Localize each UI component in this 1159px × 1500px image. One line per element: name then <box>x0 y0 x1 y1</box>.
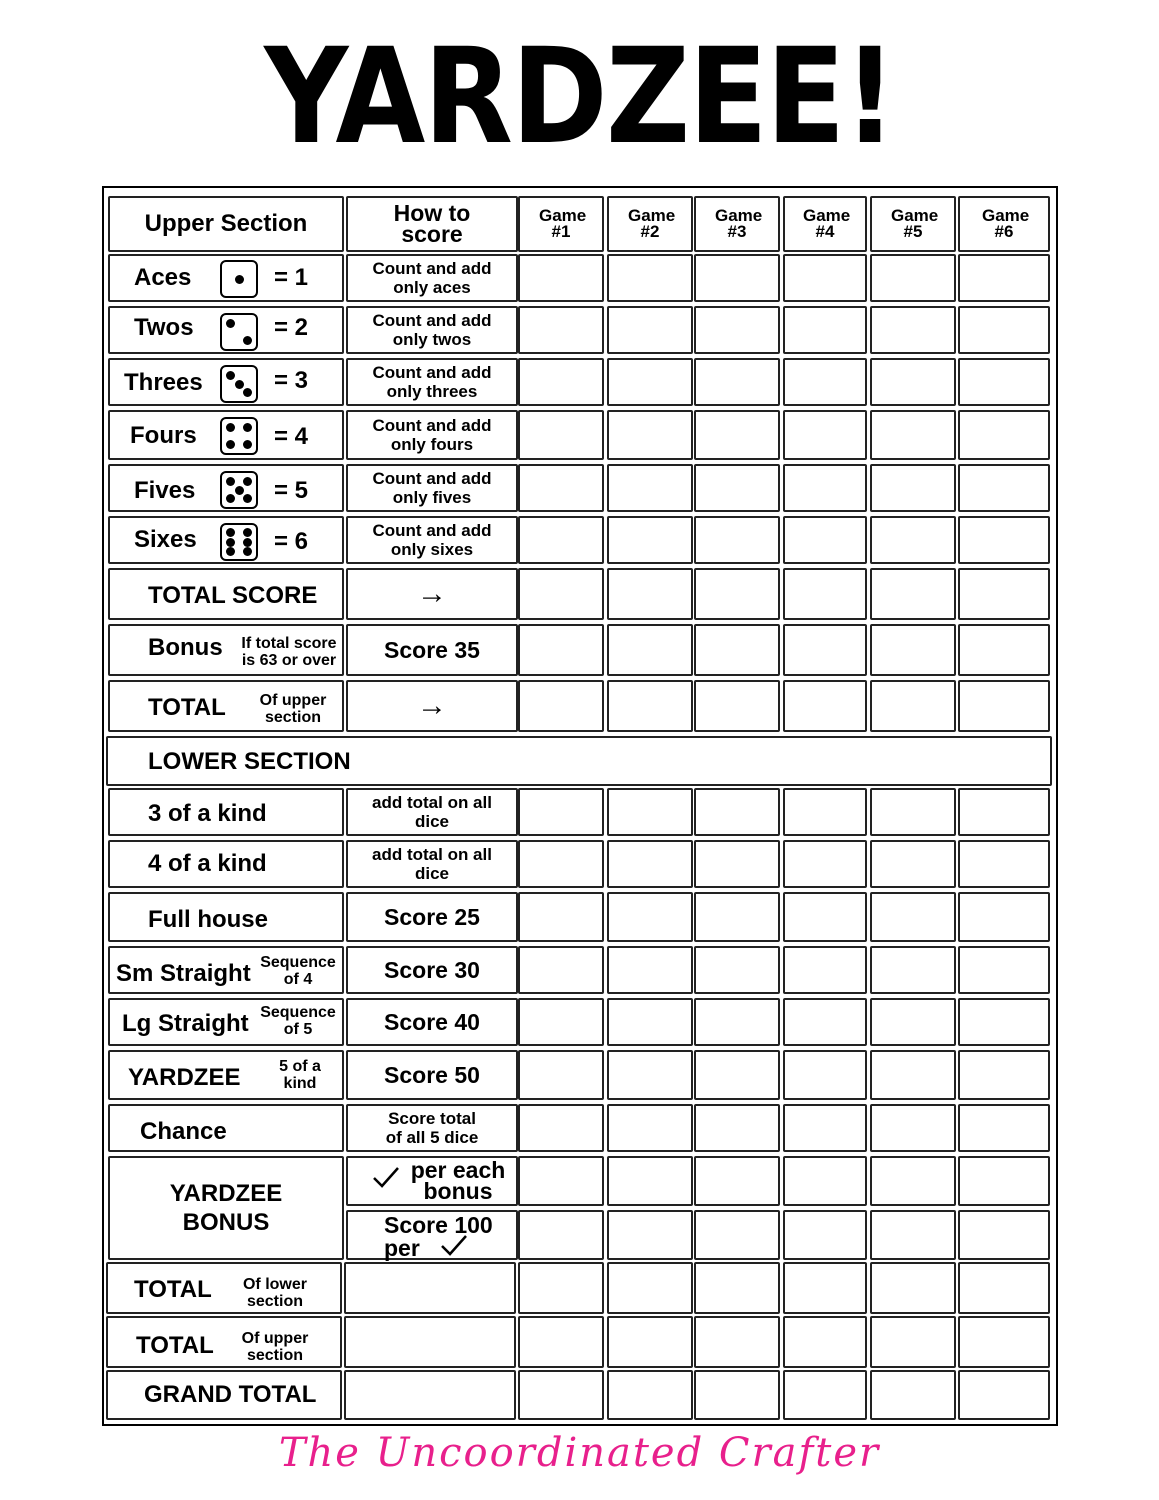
score-cell[interactable] <box>607 1316 693 1368</box>
score-cell[interactable] <box>518 1050 604 1100</box>
row-lower-total <box>106 1262 342 1314</box>
score-cell[interactable] <box>518 254 604 302</box>
score-cell[interactable] <box>870 1316 956 1368</box>
score-cell[interactable] <box>518 1370 604 1420</box>
footer-credit: The Uncoordinated Crafter <box>278 1430 881 1476</box>
how-lower-total <box>344 1262 516 1314</box>
score-cell[interactable] <box>958 840 1050 888</box>
game-header-4 <box>783 196 867 252</box>
score-cell[interactable] <box>958 358 1050 406</box>
score-cell[interactable] <box>870 464 956 512</box>
score-cell[interactable] <box>958 254 1050 302</box>
four-kind-label: 4 of a kind <box>148 850 267 877</box>
row-bonus <box>108 624 344 676</box>
game-header-label: Game #6 <box>982 206 1030 241</box>
sm-straight-label: Sm Straight <box>116 960 251 987</box>
how-bonus-text: Score 35 <box>384 636 480 663</box>
how-four-kind <box>346 840 518 888</box>
score-cell[interactable] <box>518 1156 604 1206</box>
row-aces <box>108 254 344 302</box>
how-yardzee-text: Score 50 <box>384 1061 480 1088</box>
aces-label: Aces <box>134 264 192 291</box>
lower-total-note: Of lower section <box>242 1276 307 1310</box>
score-cell[interactable] <box>783 254 867 302</box>
score-cell[interactable] <box>607 1262 693 1314</box>
three-kind-label: 3 of a kind <box>148 800 267 827</box>
how-to-score-label: How to score <box>393 200 471 247</box>
how-to-score-header <box>346 196 518 252</box>
sm-straight-note: Sequence of 4 <box>260 954 336 988</box>
score-cell[interactable] <box>958 680 1050 732</box>
score-cell[interactable] <box>958 892 1050 942</box>
how-upper-total <box>346 680 518 732</box>
score-cell[interactable] <box>783 1262 867 1314</box>
how-fours <box>346 410 518 460</box>
game-header-1 <box>518 196 604 252</box>
score-cell[interactable] <box>694 1050 780 1100</box>
how-threes <box>346 358 518 406</box>
how-sm-straight-text: Score 30 <box>384 956 480 983</box>
grand-total-label: GRAND TOTAL <box>144 1381 317 1408</box>
row-full-house <box>108 892 344 942</box>
row-chance <box>108 1104 344 1152</box>
score-cell[interactable] <box>958 568 1050 620</box>
score-cell[interactable] <box>870 892 956 942</box>
score-cell[interactable] <box>607 306 693 354</box>
how-three-kind <box>346 788 518 836</box>
score-cell[interactable] <box>694 1156 780 1206</box>
fives-eq: = 5 <box>274 477 309 504</box>
score-cell[interactable] <box>870 1262 956 1314</box>
score-cell[interactable] <box>958 1316 1050 1368</box>
score-cell[interactable] <box>518 1210 604 1260</box>
game-header-3 <box>694 196 780 252</box>
score-cell[interactable] <box>870 840 956 888</box>
score-cell[interactable] <box>783 1104 867 1152</box>
score-cell[interactable] <box>783 464 867 512</box>
score-cell[interactable] <box>607 892 693 942</box>
bonus-label: Bonus <box>148 634 223 661</box>
sixes-eq: = 6 <box>274 528 309 555</box>
score-cell[interactable] <box>518 464 604 512</box>
score-cell[interactable] <box>783 1370 867 1420</box>
lower-section-banner <box>106 736 1052 786</box>
full-house-label: Full house <box>148 906 268 933</box>
yardzee-bonus-how-2: Score 100 per <box>384 1212 493 1261</box>
score-cell[interactable] <box>783 946 867 994</box>
row-four-of-a-kind <box>108 840 344 888</box>
score-cell[interactable] <box>958 306 1050 354</box>
how-fives-text: Count and add only fives <box>372 469 492 507</box>
game-header-label: Game #5 <box>891 206 939 241</box>
score-cell[interactable] <box>870 410 956 460</box>
score-cell[interactable] <box>958 788 1050 836</box>
score-cell[interactable] <box>607 1210 693 1260</box>
score-cell[interactable] <box>783 306 867 354</box>
score-cell[interactable] <box>870 516 956 564</box>
score-cell[interactable] <box>518 892 604 942</box>
score-cell[interactable] <box>958 624 1050 676</box>
score-cell[interactable] <box>518 306 604 354</box>
score-cell[interactable] <box>694 1104 780 1152</box>
lower-total-label: TOTAL <box>134 1276 212 1303</box>
upper-section-header <box>108 196 344 252</box>
twos-eq: = 2 <box>274 314 309 341</box>
score-cell[interactable] <box>694 306 780 354</box>
bonus-note: If total score is 63 or over <box>241 635 337 669</box>
score-cell[interactable] <box>783 1316 867 1368</box>
score-cell[interactable] <box>783 516 867 564</box>
score-cell[interactable] <box>607 516 693 564</box>
upper-section-label: Upper Section <box>144 210 308 237</box>
score-cell[interactable] <box>783 1156 867 1206</box>
score-cell[interactable] <box>958 1104 1050 1152</box>
threes-label: Threes <box>124 369 203 396</box>
row-yardzee <box>108 1050 344 1100</box>
threes-eq: = 3 <box>274 367 309 394</box>
score-cell[interactable] <box>958 410 1050 460</box>
score-cell[interactable] <box>694 1316 780 1368</box>
score-cell[interactable] <box>518 410 604 460</box>
score-cell[interactable] <box>694 1370 780 1420</box>
how-fives <box>346 464 518 512</box>
score-cell[interactable] <box>783 680 867 732</box>
yardzee-note: 5 of a kind <box>279 1058 321 1092</box>
row-upper-total <box>108 680 344 732</box>
how-full-house <box>346 892 518 942</box>
score-cell[interactable] <box>694 624 780 676</box>
row-fives <box>108 464 344 512</box>
how-chance <box>346 1104 518 1152</box>
chance-label: Chance <box>140 1118 227 1145</box>
score-cell[interactable] <box>870 788 956 836</box>
score-cell[interactable] <box>694 1210 780 1260</box>
score-cell[interactable] <box>518 516 604 564</box>
score-cell[interactable] <box>518 1262 604 1314</box>
row-fours <box>108 410 344 460</box>
checkmark-icon <box>372 1166 400 1190</box>
score-cell[interactable] <box>783 624 867 676</box>
score-cell[interactable] <box>783 788 867 836</box>
yardzee-bonus-label: YARDZEE BONUS <box>169 1180 283 1236</box>
score-cell[interactable] <box>518 840 604 888</box>
score-cell[interactable] <box>958 1210 1050 1260</box>
game-header-2 <box>607 196 693 252</box>
sixes-label: Sixes <box>134 526 197 553</box>
score-cell[interactable] <box>694 840 780 888</box>
how-yardzee <box>346 1050 518 1100</box>
score-cell[interactable] <box>870 306 956 354</box>
how-lg-straight-text: Score 40 <box>384 1008 480 1035</box>
how-sixes <box>346 516 518 564</box>
die-three-icon <box>220 365 258 403</box>
score-cell[interactable] <box>607 624 693 676</box>
arrow-right-icon: → <box>417 689 447 722</box>
score-cell[interactable] <box>694 516 780 564</box>
die-two-icon <box>220 313 258 351</box>
score-cell[interactable] <box>607 358 693 406</box>
row-threes <box>108 358 344 406</box>
die-four-icon <box>220 417 258 455</box>
fours-eq: = 4 <box>274 423 309 450</box>
score-cell[interactable] <box>870 998 956 1046</box>
score-cell[interactable] <box>607 1156 693 1206</box>
lg-straight-note: Sequence of 5 <box>260 1004 336 1038</box>
score-cell[interactable] <box>870 254 956 302</box>
score-cell[interactable] <box>607 840 693 888</box>
upper-total-2-note: Of upper section <box>241 1330 309 1364</box>
score-cell[interactable] <box>870 680 956 732</box>
score-cell[interactable] <box>870 1050 956 1100</box>
row-grand-total <box>106 1370 342 1420</box>
row-total-score <box>108 568 344 620</box>
score-cell[interactable] <box>518 624 604 676</box>
score-cell[interactable] <box>958 1050 1050 1100</box>
score-cell[interactable] <box>958 1370 1050 1420</box>
how-fours-text: Count and add only fours <box>372 416 492 454</box>
how-chance-text: Score total of all 5 dice <box>385 1109 479 1147</box>
score-cell[interactable] <box>783 568 867 620</box>
score-cell[interactable] <box>694 680 780 732</box>
die-one-icon <box>220 260 258 298</box>
score-cell[interactable] <box>607 464 693 512</box>
game-header-label: Game #1 <box>539 206 587 241</box>
yardzee-label: YARDZEE <box>128 1064 241 1091</box>
score-cell[interactable] <box>694 254 780 302</box>
score-cell[interactable] <box>694 946 780 994</box>
die-five-icon <box>220 471 258 509</box>
score-cell[interactable] <box>783 998 867 1046</box>
how-threes-text: Count and add only threes <box>372 363 492 401</box>
score-cell[interactable] <box>607 946 693 994</box>
score-cell[interactable] <box>607 788 693 836</box>
lg-straight-label: Lg Straight <box>122 1010 249 1037</box>
score-cell[interactable] <box>518 680 604 732</box>
how-lg-straight <box>346 998 518 1046</box>
how-grand-total <box>344 1370 516 1420</box>
how-twos <box>346 306 518 354</box>
die-six-icon <box>220 523 258 561</box>
fives-label: Fives <box>134 477 196 504</box>
score-cell[interactable] <box>518 1316 604 1368</box>
score-cell[interactable] <box>870 568 956 620</box>
score-cell[interactable] <box>607 1370 693 1420</box>
game-header-5 <box>870 196 956 252</box>
score-cell[interactable] <box>783 358 867 406</box>
how-bonus <box>346 624 518 676</box>
score-cell[interactable] <box>958 464 1050 512</box>
score-cell[interactable] <box>694 788 780 836</box>
score-cell[interactable] <box>518 568 604 620</box>
how-sixes-text: Count and add only sixes <box>372 521 492 559</box>
score-cell[interactable] <box>607 254 693 302</box>
row-sm-straight <box>108 946 344 994</box>
game-header-6 <box>958 196 1050 252</box>
row-twos <box>108 306 344 354</box>
row-sixes <box>108 516 344 564</box>
score-cell[interactable] <box>518 998 604 1046</box>
how-upper-total-2 <box>344 1316 516 1368</box>
arrow-right-icon: → <box>417 577 447 610</box>
score-cell[interactable] <box>694 1262 780 1314</box>
row-yardzee-bonus <box>108 1156 344 1260</box>
score-cell[interactable] <box>518 358 604 406</box>
upper-total-note: Of upper section <box>259 692 327 726</box>
game-header-label: Game #4 <box>803 206 851 241</box>
score-cell[interactable] <box>870 1370 956 1420</box>
score-cell[interactable] <box>870 1104 956 1152</box>
lower-section-label: LOWER SECTION <box>148 748 351 775</box>
checkmark-icon <box>440 1234 468 1258</box>
score-cell[interactable] <box>870 624 956 676</box>
score-cell[interactable] <box>958 946 1050 994</box>
how-full-house-text: Score 25 <box>384 903 480 930</box>
score-cell[interactable] <box>694 464 780 512</box>
score-cell[interactable] <box>958 998 1050 1046</box>
score-cell[interactable] <box>607 568 693 620</box>
row-lg-straight <box>108 998 344 1046</box>
score-cell[interactable] <box>958 1156 1050 1206</box>
row-upper-total-2 <box>106 1316 342 1368</box>
score-cell[interactable] <box>870 358 956 406</box>
score-cell[interactable] <box>607 998 693 1046</box>
how-four-kind-text: add total on all dice <box>372 845 492 883</box>
fours-label: Fours <box>130 422 197 449</box>
score-cell[interactable] <box>870 1210 956 1260</box>
score-cell[interactable] <box>783 892 867 942</box>
score-cell[interactable] <box>694 892 780 942</box>
score-cell[interactable] <box>607 1104 693 1152</box>
upper-total-label: TOTAL <box>148 694 226 721</box>
score-cell[interactable] <box>518 788 604 836</box>
score-cell[interactable] <box>958 1262 1050 1314</box>
total-score-label: TOTAL SCORE <box>148 582 318 609</box>
game-header-label: Game #3 <box>715 206 763 241</box>
score-cell[interactable] <box>870 946 956 994</box>
score-cell[interactable] <box>694 410 780 460</box>
score-sheet <box>102 186 1058 1426</box>
score-cell[interactable] <box>870 1156 956 1206</box>
score-cell[interactable] <box>694 358 780 406</box>
twos-label: Twos <box>134 314 194 341</box>
score-cell[interactable] <box>958 516 1050 564</box>
page-title: YARDZEE! <box>264 20 895 174</box>
score-cell[interactable] <box>607 680 693 732</box>
score-cell[interactable] <box>783 1050 867 1100</box>
how-twos-text: Count and add only twos <box>372 311 492 349</box>
game-header-label: Game #2 <box>628 206 676 241</box>
aces-eq: = 1 <box>274 264 309 291</box>
yardzee-bonus-how-1: per each bonus <box>410 1157 506 1204</box>
score-cell[interactable] <box>607 410 693 460</box>
how-yardzee-bonus-2 <box>346 1210 518 1260</box>
how-three-kind-text: add total on all dice <box>372 793 492 831</box>
score-cell[interactable] <box>783 1210 867 1260</box>
score-cell[interactable] <box>694 568 780 620</box>
row-three-of-a-kind <box>108 788 344 836</box>
how-aces-text: Count and add only aces <box>372 259 492 297</box>
score-cell[interactable] <box>518 946 604 994</box>
score-cell[interactable] <box>783 840 867 888</box>
score-cell[interactable] <box>783 410 867 460</box>
how-total-score <box>346 568 518 620</box>
score-cell[interactable] <box>518 1104 604 1152</box>
how-aces <box>346 254 518 302</box>
how-yardzee-bonus-1 <box>346 1156 518 1206</box>
score-cell[interactable] <box>607 1050 693 1100</box>
how-sm-straight <box>346 946 518 994</box>
score-cell[interactable] <box>694 998 780 1046</box>
upper-total-2-label: TOTAL <box>136 1332 214 1359</box>
